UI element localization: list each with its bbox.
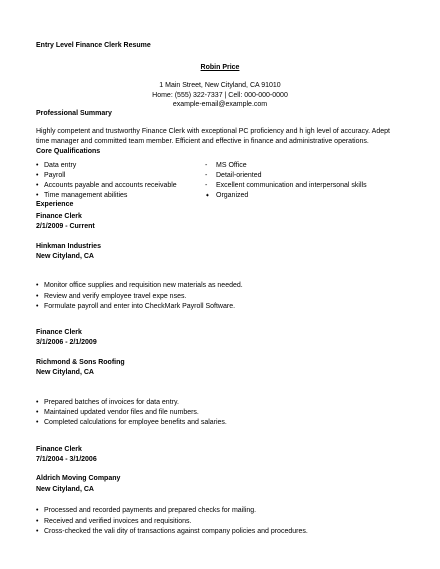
job-title: Finance Clerk — [36, 329, 82, 336]
job-company: Aldrich Moving Company — [36, 475, 121, 482]
job-duty: Review and verify employee travel expe nses. — [44, 293, 187, 300]
bullet-icon: • — [36, 399, 39, 406]
bullet-icon: • — [36, 192, 39, 199]
job-title: Finance Clerk — [36, 446, 82, 453]
bullet-icon: • — [36, 419, 39, 426]
job-duty: Received and verified invoices and requisitions. — [44, 518, 192, 525]
job-duty: Monitor office supplies and requisition new materials as needed. — [44, 282, 243, 289]
address: 1 Main Street, New Cityland, CA 91010 — [159, 82, 281, 89]
candidate-name: Robin Price — [200, 64, 240, 71]
bullet-icon: • — [36, 182, 39, 189]
qualifications-heading: Core Qualifications — [36, 148, 101, 155]
experience-heading: Experience — [36, 201, 74, 208]
qualification-item: Organized — [216, 192, 249, 199]
bullet-icon: • — [36, 507, 39, 514]
bullet-icon: • — [36, 162, 39, 169]
job-company: Richmond & Sons Roofing — [36, 359, 125, 366]
job-title: Finance Clerk — [36, 213, 82, 220]
summary-heading: Professional Summary — [36, 110, 112, 117]
job-company: Hinkman Industries — [36, 243, 101, 250]
dash-icon: - — [205, 162, 208, 169]
phone-numbers: Home: (555) 322-7337 | Cell: 000-000-0000 — [152, 92, 288, 99]
bullet-icon: • — [36, 518, 39, 525]
bullet-icon: • — [36, 528, 39, 535]
document-title: Entry Level Finance Clerk Resume — [36, 42, 151, 49]
qualification-item: MS Office — [216, 162, 247, 169]
qualification-item: Excellent communication and interpersonal skills — [216, 182, 367, 189]
job-dates: 7/1/2004 - 3/1/2006 — [36, 456, 97, 463]
job-duty: Prepared batches of invoices for data entry. — [44, 399, 179, 406]
bullet-icon: • — [36, 172, 39, 179]
qualification-item: Payroll — [44, 172, 66, 179]
summary-line-2: time manager and committed team member. Efficient and effective in finance and administrative operations. — [36, 138, 369, 145]
job-dates: 2/1/2009 - Current — [36, 223, 95, 230]
qualification-item: Data entry — [44, 162, 77, 169]
job-dates: 3/1/2006 - 2/1/2009 — [36, 339, 97, 346]
job-duty: Processed and recorded payments and prepared checks for mailing. — [44, 507, 257, 514]
job-location: New Cityland, CA — [36, 486, 94, 493]
qualification-item: Time management abilities — [44, 192, 128, 199]
bullet-icon: • — [36, 303, 39, 310]
qualification-item: Detail-oriented — [216, 172, 262, 179]
qualification-item: Accounts payable and accounts receivable — [44, 182, 177, 189]
job-duty: Completed calculations for employee benefits and salaries. — [44, 419, 227, 426]
dash-icon: - — [205, 172, 208, 179]
email: example-email@example.com — [172, 101, 268, 108]
job-location: New Cityland, CA — [36, 253, 94, 260]
bullet-icon: • — [36, 409, 39, 416]
bullet-icon: • — [36, 282, 39, 289]
dash-icon: - — [205, 182, 208, 189]
summary-line-1: Highly competent and trustworthy Finance Clerk with exceptional PC proficiency and h igh level of accuracy. Adept — [36, 128, 390, 135]
job-duty: Maintained updated vendor files and file numbers. — [44, 409, 199, 416]
job-location: New Cityland, CA — [36, 369, 94, 376]
bullet-icon: • — [36, 293, 39, 300]
job-duty: Formulate payroll and enter into CheckMark Payroll Software. — [44, 303, 236, 310]
job-duty: Cross-checked the vali dity of transactions against company policies and procedures. — [44, 528, 308, 535]
arrow-icon: ➧ — [205, 193, 211, 199]
